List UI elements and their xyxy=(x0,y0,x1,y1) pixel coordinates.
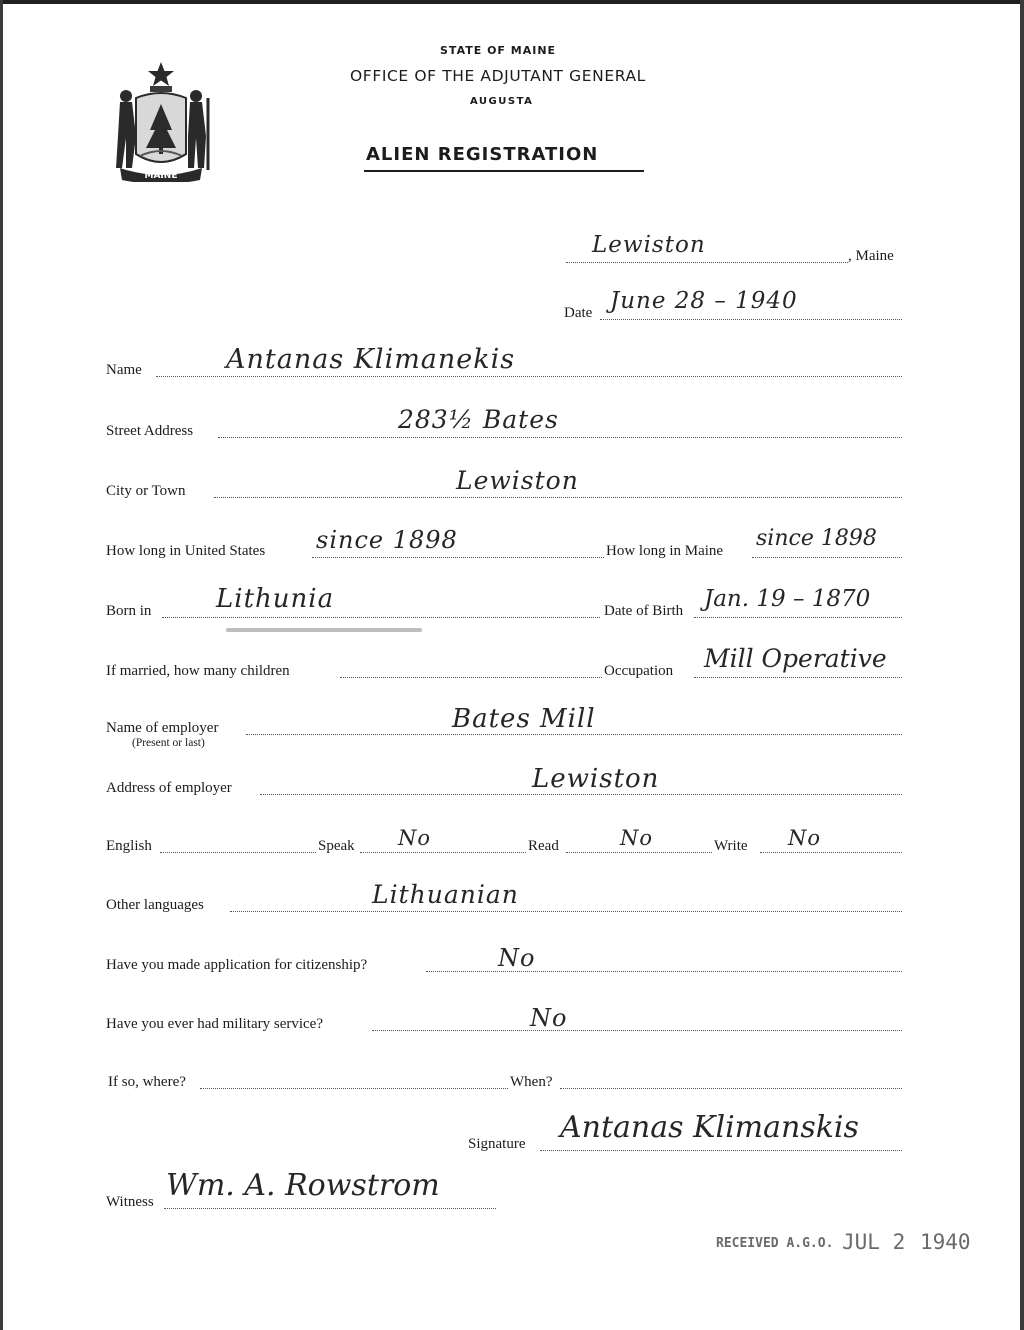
form-title: ALIEN REGISTRATION xyxy=(366,144,599,165)
occupation-value: Mill Operative xyxy=(704,644,887,673)
children-line xyxy=(340,677,602,678)
employer-address-line xyxy=(260,794,902,795)
employer-value: Bates Mill xyxy=(452,704,596,734)
children-label: If married, how many children xyxy=(106,663,290,679)
citizenship-value: No xyxy=(498,944,536,972)
born-line xyxy=(162,617,600,618)
employer-address-label: Address of employer xyxy=(106,780,232,796)
city-line xyxy=(214,497,902,498)
header-office: OFFICE OF THE ADJUTANT GENERAL xyxy=(350,67,646,85)
date-label: Date xyxy=(564,305,593,321)
us-duration-line xyxy=(312,557,604,558)
city-label: City or Town xyxy=(106,483,186,499)
employer-address-value: Lewiston xyxy=(532,764,660,794)
when-label: When? xyxy=(510,1074,553,1090)
signature-line xyxy=(540,1150,902,1151)
maine-state-seal xyxy=(106,58,216,182)
other-languages-line xyxy=(230,911,902,912)
english-label: English xyxy=(106,838,152,854)
scan-border-left xyxy=(0,0,3,1330)
military-line xyxy=(372,1030,902,1031)
location-suffix: , Maine xyxy=(848,248,894,264)
name-label: Name xyxy=(106,362,142,378)
maine-duration-label: How long in Maine xyxy=(606,543,724,559)
speak-line xyxy=(360,852,526,853)
city-value: Lewiston xyxy=(456,466,579,495)
header-city: AUGUSTA xyxy=(470,96,534,107)
seal-banner-text: MAINE xyxy=(144,171,178,181)
born-label: Born in xyxy=(106,603,152,619)
occupation-label: Occupation xyxy=(604,663,674,679)
military-value: No xyxy=(530,1004,568,1032)
born-value: Lithunia xyxy=(216,584,335,614)
maine-duration-line xyxy=(752,557,902,558)
speak-label: Speak xyxy=(318,838,355,854)
location-line xyxy=(566,262,848,263)
citizenship-label: Have you made application for citizenship? xyxy=(106,957,368,973)
street-value: 283½ Bates xyxy=(398,405,559,434)
date-value: June 28 – 1940 xyxy=(610,288,798,314)
read-value: No xyxy=(620,826,654,850)
name-value: Antanas Klimanekis xyxy=(226,344,516,375)
title-underline xyxy=(364,170,644,172)
signature-value: Antanas Klimanskis xyxy=(560,1110,859,1145)
write-label: Write xyxy=(714,838,748,854)
english-line xyxy=(160,852,316,853)
dob-label: Date of Birth xyxy=(604,603,684,619)
employer-sublabel: (Present or last) xyxy=(132,737,205,749)
when-line xyxy=(560,1088,902,1089)
received-stamp-year: 1940 xyxy=(920,1230,971,1254)
speak-value: No xyxy=(398,826,432,850)
signature-label: Signature xyxy=(468,1136,526,1152)
header-state: STATE OF MAINE xyxy=(440,44,557,57)
write-line xyxy=(760,852,902,853)
us-duration-label: How long in United States xyxy=(106,543,266,559)
street-line xyxy=(218,437,902,438)
us-duration-value: since 1898 xyxy=(316,526,458,554)
name-line xyxy=(156,376,902,377)
witness-line xyxy=(164,1208,496,1209)
date-line xyxy=(600,319,902,320)
scan-border-right xyxy=(1020,0,1024,1330)
military-label: Have you ever had military service? xyxy=(106,1016,323,1032)
witness-label: Witness xyxy=(106,1194,154,1210)
dob-value: Jan. 19 – 1870 xyxy=(704,586,871,612)
read-label: Read xyxy=(528,838,559,854)
witness-value: Wm. A. Rowstrom xyxy=(166,1168,440,1203)
scan-border-top xyxy=(0,0,1024,4)
where-label: If so, where? xyxy=(108,1074,186,1090)
occupation-line xyxy=(694,677,902,678)
dob-line xyxy=(694,617,902,618)
maine-duration-value: since 1898 xyxy=(756,526,877,551)
received-stamp-date: JUL 2 xyxy=(842,1230,906,1254)
street-label: Street Address xyxy=(106,423,194,439)
location-value: Lewiston xyxy=(592,232,706,258)
employer-line xyxy=(246,734,902,735)
other-languages-value: Lithuanian xyxy=(372,880,519,909)
read-line xyxy=(566,852,712,853)
where-line xyxy=(200,1088,508,1089)
employer-label: Name of employer xyxy=(106,720,219,736)
other-languages-label: Other languages xyxy=(106,897,204,913)
write-value: No xyxy=(788,826,822,850)
received-stamp-text: RECEIVED A.G.O. xyxy=(716,1236,834,1251)
pencil-underline xyxy=(226,628,422,632)
